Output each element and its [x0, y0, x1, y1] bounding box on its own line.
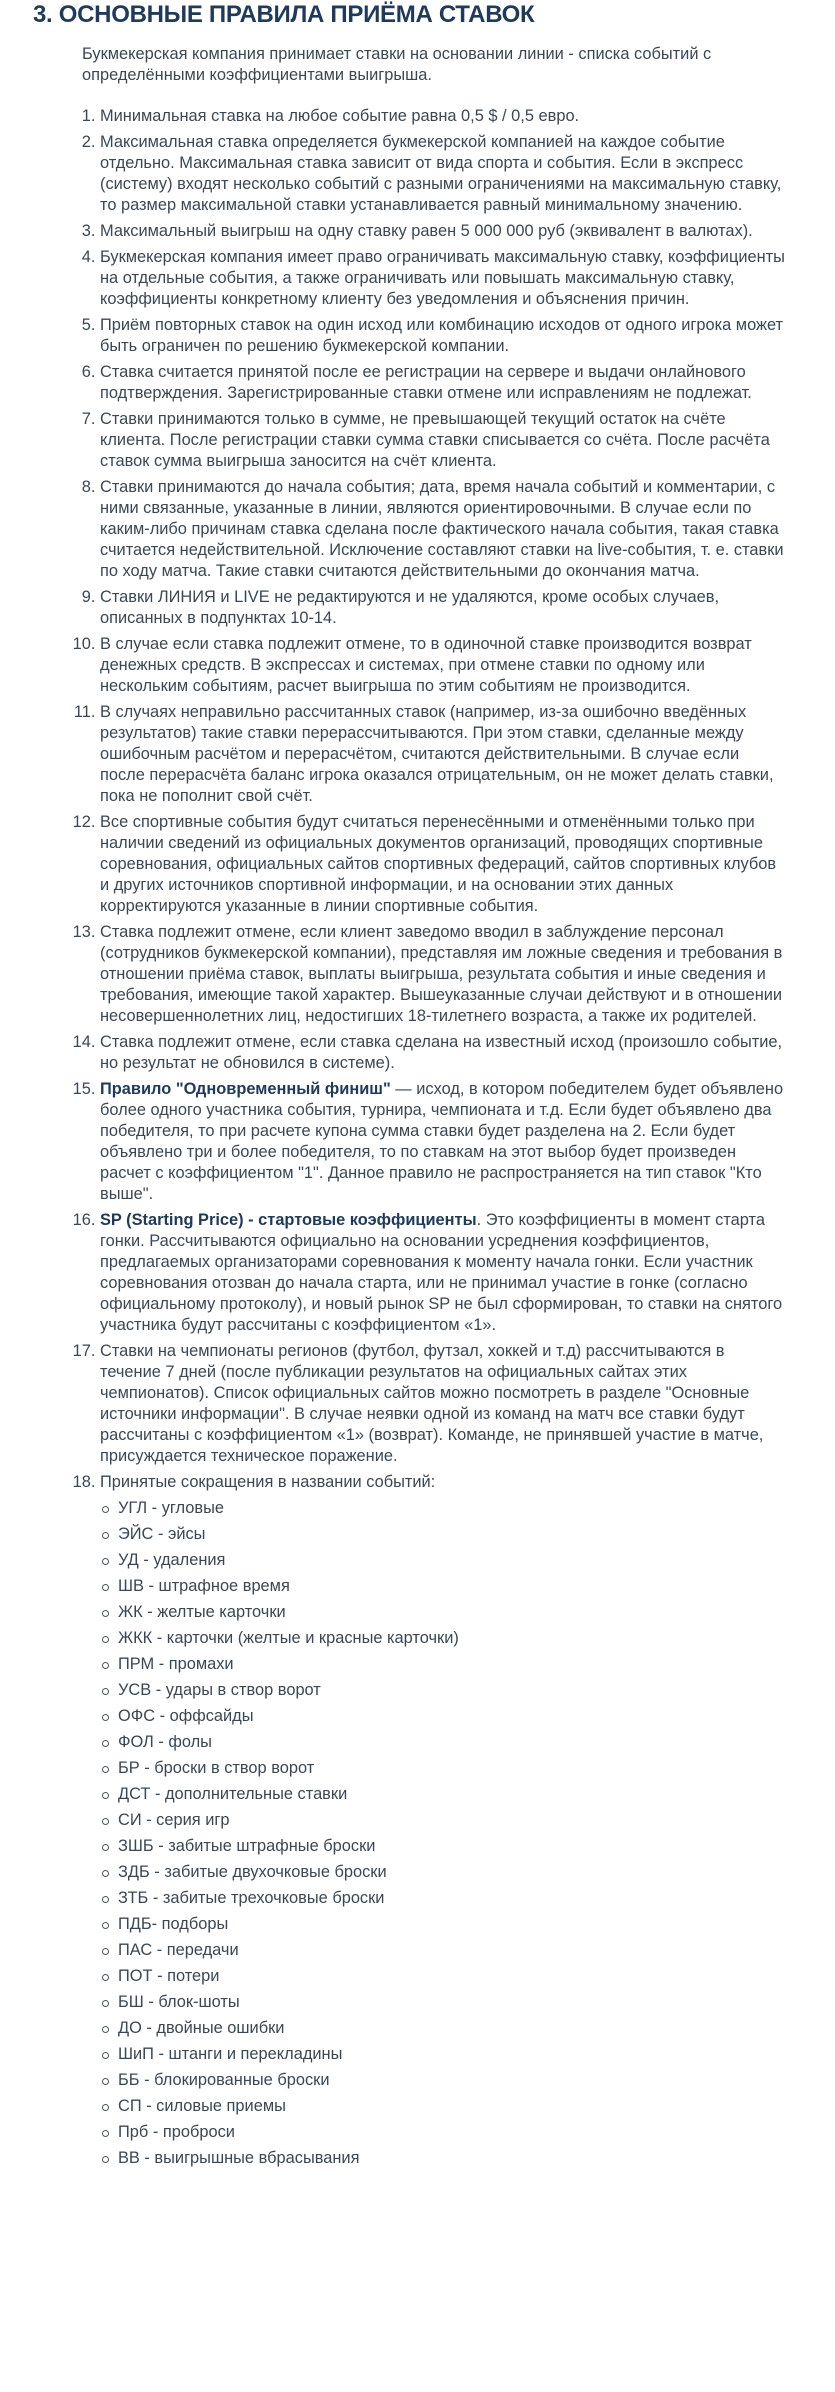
rule-item-text: Ставки ЛИНИЯ и LIVE не редактируются и не удаляются, кроме особых случаев, описанных в подпунктах 10-14.: [100, 588, 719, 627]
rule-item: [100, 409, 787, 472]
abbreviation-item: [100, 1550, 787, 1571]
abbreviation-item: [100, 1732, 787, 1753]
rule-item: [100, 221, 787, 242]
circle-bullet-icon: [102, 1506, 109, 1513]
abbreviation-text: ШиП - штанги и перекладины: [118, 2045, 343, 2063]
circle-bullet-icon: [102, 2130, 109, 2137]
rule-item: [100, 1341, 787, 1467]
abbreviation-text: ПОТ - потери: [118, 1967, 220, 1985]
rule-item: [100, 812, 787, 917]
abbreviation-text: ФОЛ - фолы: [118, 1733, 212, 1751]
abbreviation-item: [100, 2044, 787, 2065]
rule-item: [100, 477, 787, 582]
rule-item-text: Ставка подлежит отмене, если ставка сделана на известный исход (произошло событие, но результат не обновился в системе).: [100, 1033, 783, 1072]
abbreviation-item: [100, 1810, 787, 1831]
abbreviation-item: [100, 1602, 787, 1623]
circle-bullet-icon: [102, 1636, 109, 1643]
abbreviation-item: [100, 2070, 787, 2091]
abbreviation-item: [100, 1758, 787, 1779]
rule-item-text: В случае если ставка подлежит отмене, то в одиночной ставке производится возврат денежных средств. В экспрессах и системах, при отмене ставки по одному или нескольким событиям, расчет выигрыша по этим событиям не производится.: [100, 635, 752, 695]
abbreviation-item: [100, 1524, 787, 1545]
abbreviation-text: УГЛ - угловые: [118, 1499, 224, 1517]
abbreviation-text: ЭЙС - эйсы: [118, 1525, 206, 1543]
circle-bullet-icon: [102, 1922, 109, 1929]
rule-item-text: . Это коэффициенты в момент старта гонки. Рассчитываются официально на основании усреднения коэффициентов, предлагаемых организаторами соревнования к моменту начала гонки. Если участник соревнования отозван до начала старта, или не принимал участие в гонке (согласно официальному протоколу), и новый рынок SP не был сформирован, то ставки на снятого участника будут рассчитаны с коэффициентом «1».: [100, 1211, 783, 1334]
rule-item: [100, 634, 787, 697]
abbreviation-text: Прб - проброси: [118, 2123, 235, 2141]
rule-item-text: Приём повторных ставок на один исход или комбинацию исходов от одного игрока может быть ограничен по решению букмекерской компании.: [100, 316, 784, 355]
circle-bullet-icon: [102, 1532, 109, 1539]
abbreviation-text: БР - броски в створ ворот: [118, 1759, 315, 1777]
abbreviation-text: ДО - двойные ошибки: [118, 2019, 285, 2037]
abbreviation-text: ББ - блокированные броски: [118, 2071, 330, 2089]
circle-bullet-icon: [102, 1688, 109, 1695]
circle-bullet-icon: [102, 1584, 109, 1591]
circle-bullet-icon: [102, 2104, 109, 2111]
abbreviation-text: ПАС - передачи: [118, 1941, 239, 1959]
abbreviation-item: [100, 1888, 787, 1909]
abbreviation-item: [100, 1498, 787, 1519]
rule-item-text: Максимальная ставка определяется букмекерской компанией на каждое событие отдельно. Максимальная ставка зависит от вида спорта и события. Если в экспресс (систему) входят несколько событий с разными ограничениями на максимальную ставку, то размер максимальной ставки устанавливается равный минимальному значению.: [100, 133, 782, 214]
rule-item: [100, 315, 787, 357]
abbreviation-text: ЖКК - карточки (желтые и красные карточки): [118, 1629, 459, 1647]
circle-bullet-icon: [102, 1610, 109, 1617]
abbreviation-text: СП - силовые приемы: [118, 2097, 286, 2115]
abbreviation-text: ЗДБ - забитые двухочковые броски: [118, 1863, 387, 1881]
rules-content: [82, 44, 787, 2174]
rule-item: [100, 702, 787, 807]
rule-item-text: Ставка подлежит отмене, если клиент заведомо вводил в заблуждение персонал (сотрудников букмекерской компании), представляя им ложные сведения и требования в отношении приёма ставок, выплаты выигрыша, результата события и иные сведения и требования, имеющие такой характер. Вышеуказанные случаи действуют и в отношении несовершеннолетних лиц, недостигших 18-тилетнего возраста, а также их родителей.: [100, 923, 783, 1025]
circle-bullet-icon: [102, 1818, 109, 1825]
circle-bullet-icon: [102, 2156, 109, 2163]
abbreviation-item: [100, 2122, 787, 2143]
circle-bullet-icon: [102, 1974, 109, 1981]
rule-item: [100, 1032, 787, 1074]
abbreviation-item: [100, 1680, 787, 1701]
rule-item-bold-heading: Правило "Одновременный финиш": [100, 1080, 391, 1098]
abbreviation-text: ПДБ- подборы: [118, 1915, 229, 1933]
rule-item: [100, 1079, 787, 1205]
circle-bullet-icon: [102, 2052, 109, 2059]
rule-item-text: Ставки на чемпионаты регионов (футбол, футзал, хоккей и т.д) рассчитываются в течение 7 дней (после публикации результатов на официальных сайтах этих чемпионатов). Список официальных сайтов можно посмотреть в разделе "Основные источники информации". В случае неявки одной из команд на матч все ставки будут рассчитаны с коэффициентом «1» (возврат). Команде, не принявшей участие в матче, присуждается техническое поражение.: [100, 1342, 764, 1465]
circle-bullet-icon: [102, 1792, 109, 1799]
abbreviation-item: [100, 1966, 787, 1987]
abbreviations-list: [100, 1498, 787, 2169]
rule-item-text: Ставки принимаются до начала события; дата, время начала событий и комментарии, с ними связанные, указанные в линии, являются ориентировочными. В случае если по каким-либо причинам ставка сделана после фактического начала события, такая ставка считается недействительной. Исключение составляют ставки на live-события, т. е. ставки по ходу матча. Такие ставки считаются действительными до окончания матча.: [100, 478, 784, 580]
abbreviation-item: [100, 1628, 787, 1649]
rule-item-text: Букмекерская компания имеет право ограничивать максимальную ставку, коэффициенты на отдельные события, а также ограничивать или повышать максимальную ставку, коэффициенты конкретному клиенту без уведомления и объяснения причин.: [100, 248, 785, 308]
abbreviation-item: [100, 1836, 787, 1857]
abbreviation-item: [100, 2148, 787, 2169]
rule-item: [100, 362, 787, 404]
circle-bullet-icon: [102, 1896, 109, 1903]
rule-item-text: Минимальная ставка на любое событие равна 0,5 $ / 0,5 евро.: [100, 107, 580, 125]
abbreviation-text: ПРМ - промахи: [118, 1655, 234, 1673]
abbreviation-item: [100, 2018, 787, 2039]
circle-bullet-icon: [102, 2026, 109, 2033]
abbreviation-item: [100, 1654, 787, 1675]
rule-item: [100, 106, 787, 127]
circle-bullet-icon: [102, 2078, 109, 2085]
rule-item-text: Ставки принимаются только в сумме, не превышающей текущий остаток на счёте клиента. После регистрации ставки сумма ставки списывается со счёта. После расчёта ставок сумма выигрыша заносится на счёт клиента.: [100, 410, 770, 470]
abbreviation-text: ОФС - оффсайды: [118, 1707, 254, 1725]
abbreviation-text: ШВ - штрафное время: [118, 1577, 290, 1595]
rule-item-bold-heading: SP (Starting Price) - стартовые коэффициенты: [100, 1211, 477, 1229]
circle-bullet-icon: [102, 1948, 109, 1955]
abbreviation-text: УСВ - удары в створ ворот: [118, 1681, 321, 1699]
abbreviation-text: ЗШБ - забитые штрафные броски: [118, 1837, 376, 1855]
rule-item-text: Ставка считается принятой после ее регистрации на сервере и выдачи онлайнового подтверждения. Зарегистрированные ставки отмене или исправлениям не подлежат.: [100, 363, 752, 402]
abbreviation-text: УД - удаления: [118, 1551, 226, 1569]
abbreviation-item: [100, 2096, 787, 2117]
circle-bullet-icon: [102, 1740, 109, 1747]
abbreviation-text: СИ - серия игр: [118, 1811, 230, 1829]
circle-bullet-icon: [102, 1870, 109, 1877]
abbreviation-text: ВВ - выигрышные вбрасывания: [118, 2149, 360, 2167]
circle-bullet-icon: [102, 2000, 109, 2007]
rule-item-text: В случаях неправильно рассчитанных ставок (например, из-за ошибочно введённых результатов) такие ставки перерассчитываются. При этом ставки, сделанные между ошибочным расчётом и перерасчётом, считаются действительными. В случае если после перерасчёта баланс игрока оказался отрицательным, он не может делать ставки, пока не пополнит свой счёт.: [100, 703, 774, 805]
circle-bullet-icon: [102, 1844, 109, 1851]
rule-item: [100, 247, 787, 310]
abbreviation-text: ДСТ - дополнительные ставки: [118, 1785, 348, 1803]
circle-bullet-icon: [102, 1662, 109, 1669]
abbreviation-item: [100, 1706, 787, 1727]
rule-item: [100, 922, 787, 1027]
abbreviation-text: ЗТБ - забитые трехочковые броски: [118, 1889, 385, 1907]
abbreviation-text: ЖК - желтые карточки: [118, 1603, 286, 1621]
rule-item-text: Принятые сокращения в названии событий:: [100, 1473, 436, 1491]
abbreviation-text: БШ - блок-шоты: [118, 1993, 240, 2011]
rule-item-text: — исход, в котором победителем будет объявлено более одного участника события, турнира, чемпионата и т.д. Если будет объявлено два победителя, то при расчете купона сумма ставки будет разделена на 2. Если будет объявлено три и более победителя, то по ставкам на этот выбор будет произведен расчет с коэффициентом "1". Данное правило не распространяется на тип ставок "Кто выше".: [100, 1080, 784, 1203]
circle-bullet-icon: [102, 1714, 109, 1721]
rule-item: [100, 1210, 787, 1336]
circle-bullet-icon: [102, 1558, 109, 1565]
rule-item: [100, 132, 787, 216]
rule-item: [100, 587, 787, 629]
rule-item-text: Максимальный выигрыш на одну ставку равен 5 000 000 руб (эквивалент в валютах).: [100, 222, 753, 240]
abbreviation-item: [100, 1576, 787, 1597]
rule-item-text: Все спортивные события будут считаться перенесёнными и отменёнными только при наличии сведений из официальных документов организаций, проводящих спортивные соревнования, официальных сайтов спортивных федераций, сайтов спортивных клубов и других источников спортивной информации, и на основании этих данных корректируются указанные в линии спортивные события.: [100, 813, 777, 915]
abbreviation-item: [100, 1784, 787, 1805]
page-title: 3. ОСНОВНЫЕ ПРАВИЛА ПРИЁМА СТАВОК: [33, 1, 535, 28]
circle-bullet-icon: [102, 1766, 109, 1773]
abbreviation-item: [100, 1914, 787, 1935]
abbreviation-item: [100, 1862, 787, 1883]
rules-list: [82, 106, 787, 2169]
abbreviation-item: [100, 1992, 787, 2013]
intro-paragraph: Букмекерская компания принимает ставки на основании линии - списка событий с определёнными коэффициентами выигрыша.: [82, 45, 712, 84]
abbreviation-item: [100, 1940, 787, 1961]
rule-item: [100, 1472, 787, 2169]
